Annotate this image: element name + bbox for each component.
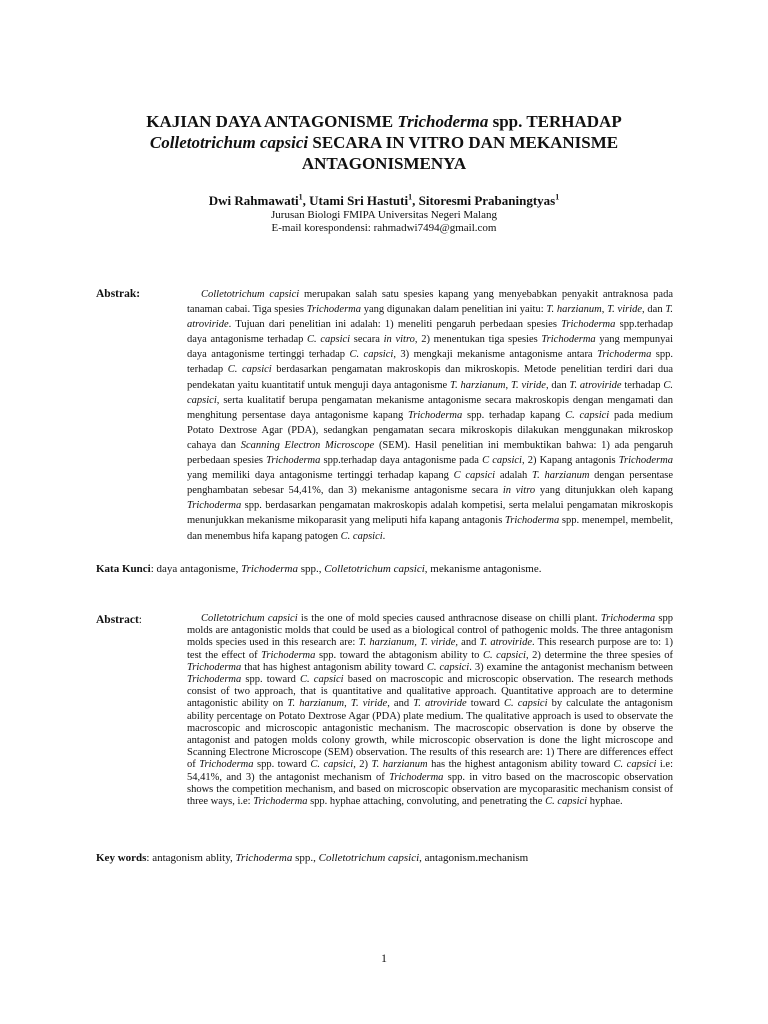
text-run: adalah bbox=[495, 470, 533, 482]
text-run: (SEM). Hasil penelitian ini membuktikan bahwa: 1) ada pengaruh perbedaan spesies bbox=[187, 439, 673, 467]
italic-term: T. viride bbox=[607, 304, 643, 316]
title-line-3: ANTAGONISMENYA bbox=[301, 154, 467, 173]
italic-term: in vitro bbox=[383, 334, 415, 346]
italic-term: Trichoderma bbox=[597, 349, 652, 361]
title-line-2: Colletotrichum capsici SECARA IN VITRO DAN MEKANISME bbox=[149, 133, 619, 152]
italic-term: T. atroviride bbox=[479, 637, 532, 649]
text-run: , 2) menentukan tiga spesies bbox=[414, 334, 542, 346]
text-run: , bbox=[505, 379, 511, 391]
italic-term: Trichoderma bbox=[504, 515, 560, 527]
text-run: , dan bbox=[642, 304, 666, 316]
italic-term: T. harzianum bbox=[371, 759, 428, 771]
text-run: yang ditunjukkan oleh kapang bbox=[535, 485, 673, 497]
italic-term: T. harzianum bbox=[532, 470, 590, 482]
italic-term: Trichoderma bbox=[199, 759, 254, 771]
author-affiliation-mark: 1 bbox=[408, 192, 413, 202]
text-run: by calculate the antagonism ability percentage on Potato Dextrose Agar (PDA) plate medium. The qualitative approach is used to observate the macroscopic and microscopic antagonistic mechanism. The macroscopic observation is done by observe the antagonist and patogen molds colony growth, while microscopic observation is done the light microscope and Scanning Electrone Microscope (SEM) observation. The results of this research are: 1) There are differences effect of bbox=[187, 698, 673, 771]
author-list: Dwi Rahmawati$^1$, Utami Sri Hastuti$^1$, Sitoresmi Prabaningtyas$^1$ bbox=[208, 192, 560, 208]
italic-term: Trichoderma bbox=[306, 304, 361, 316]
text-run: i.e: 54,41%, and 3) the antagonist mechanism of bbox=[187, 759, 674, 783]
italic-term: C. capsici bbox=[307, 334, 351, 346]
paper-title bbox=[90, 111, 678, 174]
italic-term: Scanning Electron Microscope bbox=[240, 439, 375, 451]
text-run: yang mempunyai daya antagonisme tertinggi terhadap bbox=[187, 334, 673, 361]
text-run: , 2) bbox=[353, 759, 372, 771]
kata-kunci: Kata Kunci: daya antagonisme, Trichoderma spp., Colletotrichum capsici, mekanisme antagonisme. bbox=[96, 563, 542, 575]
text-run: spp.terhadap daya antagonisme terhadap bbox=[187, 319, 673, 346]
text-run: dengan persentase penghambatan sebesar 54,41%, dan 3) mekanisme antagonisme secara bbox=[187, 470, 673, 497]
text-run: . Tujuan dari penelitian ini adalah: 1) meneliti pengaruh perbedaan spesies bbox=[228, 319, 562, 331]
author-name: Utami Sri Hastuti bbox=[309, 193, 409, 208]
page-number: 1 bbox=[381, 951, 387, 965]
key-words-label: Key words bbox=[96, 852, 147, 864]
italic-term: Colletotrichum capsici bbox=[201, 289, 300, 300]
italic-term: T. harzianum, T. viride, bbox=[358, 637, 459, 649]
title-line-1: KAJIAN DAYA ANTAGONISME Trichoderma spp. TERHADAP bbox=[146, 112, 622, 131]
author-name: Dwi Rahmawati bbox=[208, 193, 299, 208]
text-run: pada medium Potato Dextrose Agar (PDA), sedangkan pengamatan secara mikroskopis dilakukan menggunakan mikroskop cahaya dan bbox=[187, 409, 674, 451]
text-run: terhadap bbox=[621, 379, 664, 391]
italic-term: T. viride bbox=[350, 698, 388, 710]
italic-term: C. capsici bbox=[504, 698, 548, 710]
text-run: , serta kualitatif berupa pengamatan mekanisme antagonisme secara makroskopis dengan mengamati dan menghitung persentase daya antagonisme kapang bbox=[187, 394, 673, 421]
italic-term: C. capsici bbox=[300, 674, 344, 686]
kata-kunci-label: Kata Kunci bbox=[96, 563, 151, 575]
italic-term: in vitro bbox=[502, 485, 536, 497]
text-run: spp. in vitro based on the macroscopic observation shows the competition mechanism, and based on microscopic observation are mycoparasitic mechanism consist of three ways, i.e: bbox=[187, 771, 673, 808]
italic-term: T. atroviride bbox=[413, 698, 467, 710]
text-run: spp. toward bbox=[241, 674, 301, 686]
text-run: , bbox=[601, 304, 608, 316]
italic-term: C. capsici bbox=[426, 661, 470, 673]
text-run: and bbox=[458, 637, 480, 649]
italic-term: C. capsici bbox=[349, 349, 394, 361]
italic-term: T. harzianum bbox=[287, 698, 345, 710]
abstrak-label: Abstrak: bbox=[96, 288, 141, 300]
text-run: merupakan salah satu spesies kapang yang menyebabkan penyakit antraknosa pada tanaman cabai. Tiga spesies bbox=[187, 289, 673, 316]
italic-term: C. capsici bbox=[227, 364, 272, 376]
text-run: spp. terhadap bbox=[187, 349, 674, 376]
author-affiliation-mark: 1 bbox=[555, 192, 560, 202]
italic-term: T. atroviride bbox=[569, 379, 622, 391]
italic-term: C. capsici bbox=[340, 530, 383, 542]
italic-term: Trichoderma bbox=[389, 771, 444, 783]
italic-term: C. capsici bbox=[545, 796, 588, 808]
author-affiliation-mark: 1 bbox=[298, 192, 303, 202]
abstrak-body bbox=[187, 287, 673, 544]
italic-term: Trichoderma bbox=[618, 455, 673, 467]
italic-term: Trichoderma bbox=[408, 409, 463, 421]
text-run: , 3) mengkaji mekanisme antagonisme antara bbox=[393, 349, 598, 361]
text-run: , dan bbox=[545, 379, 570, 391]
text-run: secara bbox=[350, 334, 384, 346]
italic-term: Trichoderma bbox=[253, 796, 308, 808]
abstract-label: Abstract: bbox=[96, 614, 142, 626]
text-run: that has highest antagonism ability toward bbox=[241, 661, 427, 673]
text-run: spp. berdasarkan pengamatan makroskopis adalah kompetisi, serta melalui pengamatan mikroskopis menunjukkan mekanisme mikoparasit yang meliputi hifa kapang antagonis bbox=[187, 500, 673, 527]
italic-term: Trichoderma bbox=[561, 319, 616, 331]
text-run: berdasarkan pengamatan makroskopis dan mikroskopis. Metode penelitian terdiri dari dua pendekatan yaitu kuantitatif untuk menguji daya antagonisme bbox=[187, 364, 673, 391]
italic-term: Trichoderma bbox=[600, 613, 656, 624]
italic-term: C. capsici bbox=[310, 759, 354, 771]
text-run: yang digunakan dalam penelitian ini yaitu: bbox=[361, 304, 547, 316]
italic-term: Trichoderma bbox=[261, 649, 316, 661]
italic-term: C. capsici bbox=[187, 379, 673, 406]
text-run: , bbox=[344, 698, 351, 710]
text-run: based on macroscopic and microscopic observation. The research methods consist of two approach, that is quantitative and qualitative approach. Quantitative approach are to determine antagonistic ability on bbox=[187, 674, 674, 710]
italic-term: C capsici bbox=[453, 470, 496, 482]
correspondence-email: E-mail korespondensi: rahmadwi7494@gmail.com bbox=[271, 222, 497, 234]
italic-term: T. harzianum bbox=[546, 304, 602, 316]
italic-term: Colletotrichum capsici bbox=[201, 613, 298, 624]
text-run: , and bbox=[387, 698, 414, 710]
text-run: spp. toward the abtagonism ability to bbox=[315, 649, 483, 661]
text-run: spp. menempel, membelit, dan menembus hifa kapang patogen bbox=[187, 515, 674, 542]
text-run: spp. terhadap kapang bbox=[462, 409, 566, 421]
italic-term: Trichoderma bbox=[187, 500, 242, 512]
key-words: Key words: antagonism ablity, Trichoderma spp., Colletotrichum capsici, antagonism.mechanism bbox=[96, 852, 529, 864]
italic-term: T. viride bbox=[510, 379, 546, 391]
text-run: spp.terhadap daya antagonisme pada bbox=[320, 455, 483, 467]
italic-term: C. capsici bbox=[613, 759, 657, 771]
text-run: . bbox=[382, 530, 386, 542]
italic-term: T. atroviride bbox=[187, 304, 674, 331]
italic-term: T. harzianum bbox=[450, 379, 506, 391]
text-run: , 2) Kapang antagonis bbox=[521, 455, 619, 467]
text-run: spp. hyphae attaching, convoluting, and penetrating the bbox=[307, 796, 546, 808]
text-run: . This research purpose are to: 1) test the effect of bbox=[187, 637, 673, 661]
italic-term: Trichoderma bbox=[541, 334, 596, 346]
text-run: , 2) determine the three spesies of bbox=[525, 649, 674, 661]
text-run: is the one of mold species caused anthracnose disease on chilli plant. bbox=[297, 613, 601, 624]
affiliation: Jurusan Biologi FMIPA Universitas Negeri Malang bbox=[271, 209, 497, 221]
text-run: spp molds are antagonistic molds that could be used as a biological control of pathogenic molds. The three antagonism molds species used in this research are: bbox=[187, 613, 673, 649]
author-name: Sitoresmi Prabaningtyas bbox=[418, 193, 556, 208]
text-run: spp. toward bbox=[253, 759, 311, 771]
italic-term: Trichoderma bbox=[187, 661, 242, 673]
text-run: hyphae. bbox=[587, 796, 623, 808]
italic-term: C. capsici bbox=[565, 409, 610, 421]
text-run: . 3) examine the antagonist mechanism between bbox=[469, 661, 673, 673]
text-run: has the highest antagonism ability toward bbox=[427, 759, 614, 771]
italic-term: Trichoderma bbox=[187, 674, 242, 686]
abstract-body bbox=[187, 613, 673, 808]
text-run: yang memiliki daya antagonisme tertinggi terhadap kapang bbox=[187, 470, 454, 482]
text-run: toward bbox=[466, 698, 504, 710]
italic-term: C. capsici bbox=[482, 649, 526, 661]
italic-term: Trichoderma bbox=[266, 455, 321, 467]
italic-term: C capsici bbox=[482, 455, 522, 467]
